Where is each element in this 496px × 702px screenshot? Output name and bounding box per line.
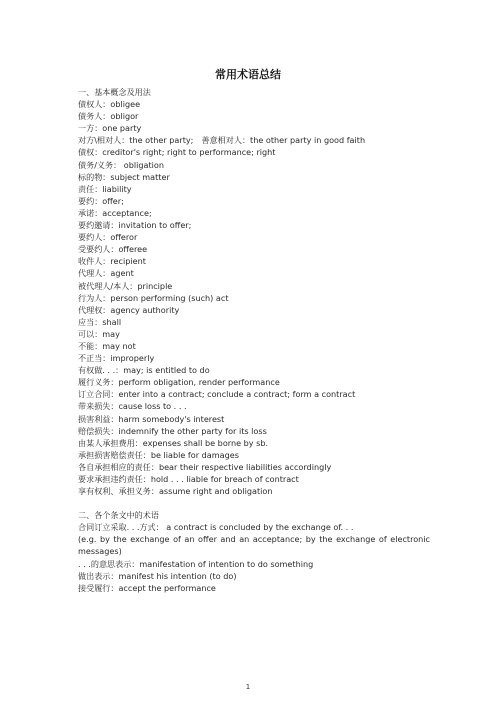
term-line: 标的物：subject matter (78, 171, 170, 182)
section-1-list (78, 98, 430, 497)
section-heading: 二、各个条文中的术语 (78, 510, 159, 521)
term-line: 接受履行：accept the performance (78, 582, 216, 593)
term-line: 债务人：obligor (78, 111, 139, 122)
term-line: 代理权：agency authority (78, 304, 180, 315)
term-line: 要约人：offeror (78, 232, 138, 243)
term-line: 被代理人/本人：principle (78, 280, 173, 291)
term-line: 做出表示：manifest his intention (to do) (78, 570, 237, 581)
document-body (78, 86, 430, 594)
term-line: 不正当：improperly (78, 353, 155, 364)
term-line: 债权人：obligee (78, 99, 141, 110)
term-line: 债务/义务： obligation (78, 159, 164, 170)
term-line: 要约邀请：invitation to offer; (78, 220, 192, 231)
term-line: 对方\相对人：the other party; 善意相对人：the other party in good faith (78, 135, 366, 146)
term-line: 代理人：agent (78, 268, 134, 279)
term-line: 应当：shall (78, 316, 122, 327)
section-2-list (78, 521, 430, 594)
term-line: 合同订立采取. . .方式： a contract is concluded by the exchange of. . . (78, 522, 354, 533)
term-line: 不能：may not (78, 340, 136, 351)
term-line: 行为人：person performing (such) act (78, 292, 229, 303)
term-line: 要约：offer; (78, 195, 124, 206)
page-number: 1 (245, 683, 251, 691)
term-line: 赔偿损失：indemnify the other party for its loss (78, 425, 267, 436)
term-line: . . .的意思表示：manifestation of intention to do something (78, 558, 314, 569)
term-line: 各自承担相应的责任：bear their respective liabilities accordingly (78, 461, 332, 472)
term-line: 承诺：acceptance; (78, 207, 152, 218)
term-line: 受要约人：offeree (78, 244, 148, 255)
term-line: 订立合同：enter into a contract; conclude a contract; form a contract (78, 389, 356, 400)
term-line: 收件人：recipient (78, 256, 146, 267)
term-line: 享有权利、承担义务：assume right and obligation (78, 486, 273, 497)
page-title: 常用术语总结 (215, 68, 281, 81)
section-heading: 一、基本概念及用法 (78, 87, 151, 97)
term-line: 由某人承担费用：expenses shall be borne by sb. (78, 437, 269, 448)
term-line: 损害利益：harm somebody's interest (78, 413, 225, 424)
term-line: 债权：creditor's right; right to performance; right (78, 147, 276, 158)
section-gap (78, 497, 430, 509)
term-line: 有权做. . .：may; is entitled to do (78, 365, 210, 376)
term-line: 履行义务：perform obligation, render performance (78, 377, 280, 388)
term-line: 带来损失：cause loss to . . . (78, 401, 187, 412)
term-line: 责任：liability (78, 183, 132, 194)
term-line: 承担损害赔偿责任：be liable for damages (78, 449, 239, 460)
term-line: 一方：one party (78, 123, 142, 134)
term-line: 可以：may (78, 328, 120, 339)
term-line: 要求承担违约责任：hold . . . liable for breach of contract (78, 474, 299, 484)
term-line: (e.g. by the exchange of an offer and an acceptance; by the exchange of electronic messages) (78, 534, 430, 557)
